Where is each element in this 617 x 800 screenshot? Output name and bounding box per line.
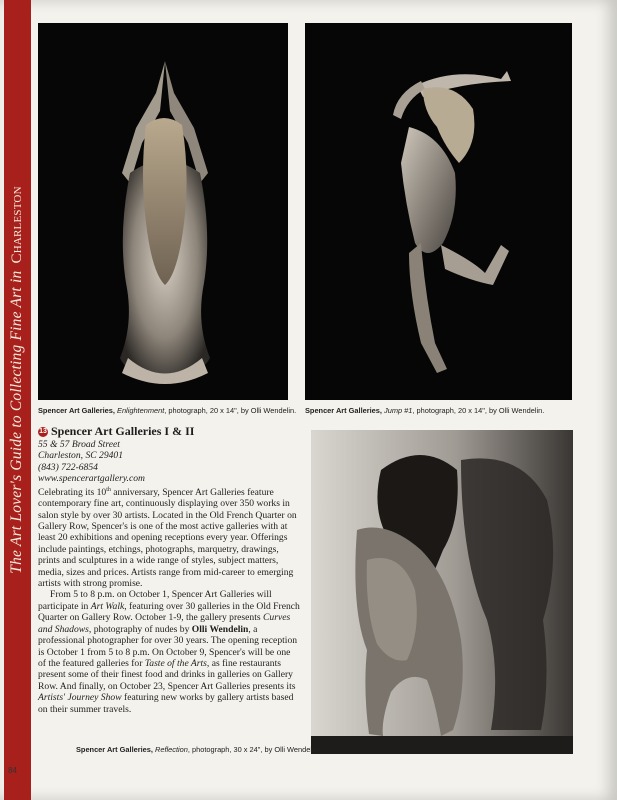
caption-details: , photograph, 30 x 24", by Olli Wendelin. xyxy=(187,745,320,754)
photo-enlightenment xyxy=(38,23,288,400)
phone-number: (843) 722-6854 xyxy=(38,461,98,473)
listing-number-badge: 13 xyxy=(39,428,47,435)
caption-details: , photograph, 20 x 14", by Olli Wendelin. xyxy=(164,406,297,415)
photo-reflection xyxy=(311,430,573,754)
exhibition-name: Artists' Journey Show xyxy=(38,692,122,704)
text-run: , featuring over 30 galleries in the Old French Quarter on Gallery Row. October 1-9, the gallery presents xyxy=(38,600,300,624)
photo-jump-image xyxy=(305,23,572,400)
address-line-2: Charleston, SC 29401 xyxy=(38,450,124,462)
exhibition-name: Curves and Shadows xyxy=(38,612,291,635)
text-run: featuring new works by gallery artists based on their summer travels. xyxy=(38,692,294,715)
website-link[interactable]: www.spencerartgallery.com xyxy=(38,473,145,485)
event-name: Art Walk xyxy=(90,600,125,612)
listing-header xyxy=(38,424,300,439)
caption-gallery: Spencer Art Galleries, xyxy=(38,406,115,415)
paragraph-intro xyxy=(38,485,300,590)
caption-work-title: Jump #1 xyxy=(384,406,413,415)
guide-title xyxy=(8,186,26,573)
caption-gallery: Spencer Art Galleries, xyxy=(305,406,382,415)
caption-details: , photograph, 20 x 14", by Olli Wendelin. xyxy=(412,406,545,415)
text-run: , as fine restaurants present some of their finest food and drinks in galleries on Gallery Row. And finally, on October 23, Spencer Art Galleries presents its xyxy=(38,657,296,692)
text-run: anniversary, Spencer Art Galleries feature contemporary fine art, continuously displaying over 350 works in salon style by over 30 artists. Located in the Old French Quarter on Gallery Row, Spencer's is one of the most active galleries with at least 20 exhibitions and opening receptions every year. Offerings include paintings, etchings, photographs, marquetry, drawings, prints and sculptures in a wide range of styles, subject matters, media, sizes and prices. Artists range from mid-career to emerging artists with strong promise. xyxy=(38,486,297,590)
caption-gallery: Spencer Art Galleries, xyxy=(76,745,153,754)
event-name: Taste of the Arts xyxy=(144,657,207,669)
address-line-1: 55 & 57 Broad Street xyxy=(38,439,120,450)
caption-jump xyxy=(305,406,544,415)
artist-name: Olli Wendelin xyxy=(191,623,249,635)
paragraph-events xyxy=(38,589,300,714)
caption-work-title: Enlightenment xyxy=(117,406,165,415)
photo-enlightenment-image xyxy=(38,23,288,400)
photo-reflection-image xyxy=(311,430,573,754)
text-run: Celebrating its 10 xyxy=(38,486,107,498)
text-run: , a professional photographer for over 30 years. The opening reception is October 1 from 5 to 8 p.m. On October 9, Spencer's will be one of the featured galleries for xyxy=(38,623,298,669)
gallery-listing xyxy=(38,424,300,715)
superscript: th xyxy=(106,486,111,493)
listing-title: Spencer Art Galleries I & II xyxy=(51,424,195,438)
text-run: , photography of nudes by xyxy=(88,623,192,635)
page-number: 84 xyxy=(8,766,17,775)
guide-title-text: The Art Lover's Guide to Collecting Fine Art in xyxy=(8,270,25,574)
caption-work-title: Reflection xyxy=(155,745,188,754)
caption-enlightenment xyxy=(38,406,296,415)
caption-reflection xyxy=(76,745,320,754)
guide-city: Charleston xyxy=(9,186,25,264)
photo-jump xyxy=(305,23,572,400)
text-run: From 5 to 8 p.m. on October 1, Spencer Art Galleries will participate in xyxy=(38,589,272,612)
